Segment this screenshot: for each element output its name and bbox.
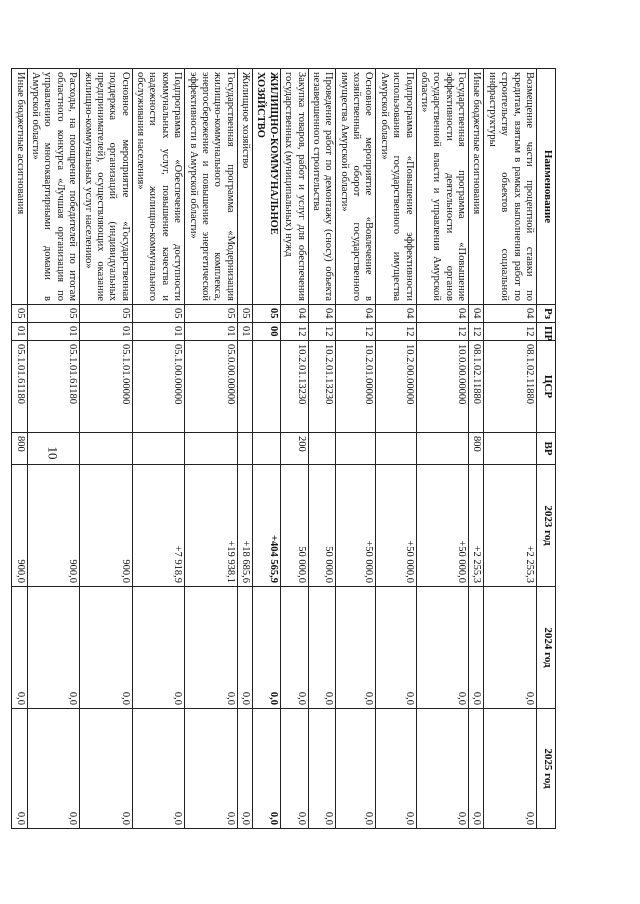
cell-2023: 900,0 <box>80 465 133 587</box>
cell-2025: 0,0 <box>237 709 252 829</box>
cell-rz: 05 <box>253 305 281 323</box>
cell-2023: +2 255,3 <box>484 465 537 587</box>
cell-2023: +50 000,0 <box>336 465 376 587</box>
cell-2025: 0,0 <box>12 709 27 829</box>
cell-2025: 0,0 <box>27 709 80 829</box>
cell-2024: 0,0 <box>80 587 133 709</box>
cell-2024: 0,0 <box>185 587 238 709</box>
cell-name: Подпрограмма «Повышение эффективности использования государственного имущества Амурской области» <box>376 69 416 305</box>
cell-2023: +7 918,9 <box>132 465 185 587</box>
table-row <box>132 69 185 829</box>
table-row <box>12 69 27 829</box>
cell-csr: 05.1.01.00000 <box>80 341 133 433</box>
cell-2025: 0,0 <box>308 709 336 829</box>
cell-name: Закупка товаров, работ и услуг для обеспечения государственных (муниципальных) нужд <box>280 69 308 305</box>
cell-2023: +404 565,9 <box>253 465 281 587</box>
cell-vr: 800 <box>12 433 27 465</box>
cell-2023: 900,0 <box>12 465 27 587</box>
cell-pr: 12 <box>484 323 537 341</box>
header-2024: 2024 год <box>537 587 556 709</box>
cell-csr: 08.1.02.11880 <box>469 341 484 433</box>
cell-2024: 0,0 <box>484 587 537 709</box>
cell-csr: 10.2.00.00000 <box>376 341 416 433</box>
cell-2025: 0,0 <box>336 709 376 829</box>
cell-2023: +18 685,6 <box>237 465 252 587</box>
table-row <box>308 69 336 829</box>
cell-name: Государственная программа «Модернизация жилищно-коммунального комплекса, энергосбережение и повышение энергетической эффективности в Амурской области» <box>185 69 238 305</box>
cell-csr <box>253 341 281 433</box>
cell-rz: 04 <box>308 305 336 323</box>
cell-name: Государственная программа «Повышение эффективности деятельности органов государственной власти и управления Амурской области» <box>416 69 469 305</box>
cell-pr: 01 <box>132 323 185 341</box>
header-pr: ПР <box>537 323 556 341</box>
cell-2024: 0,0 <box>308 587 336 709</box>
cell-2025: 0,0 <box>80 709 133 829</box>
cell-pr: 01 <box>80 323 133 341</box>
cell-pr: 01 <box>12 323 27 341</box>
cell-2024: 0,0 <box>416 587 469 709</box>
cell-2025: 0,0 <box>416 709 469 829</box>
cell-2025: 0,0 <box>469 709 484 829</box>
cell-vr <box>336 433 376 465</box>
cell-2023: 50 000,0 <box>308 465 336 587</box>
table-body <box>12 69 537 829</box>
cell-2023: +19 938,1 <box>185 465 238 587</box>
table-row <box>253 69 281 829</box>
cell-vr <box>80 433 133 465</box>
cell-pr: 01 <box>237 323 252 341</box>
cell-rz: 05 <box>132 305 185 323</box>
cell-name: Проведение работ по демонтажу (сносу) объекта незавершенного строительства <box>308 69 336 305</box>
header-2025: 2025 год <box>537 709 556 829</box>
cell-pr: 12 <box>416 323 469 341</box>
cell-csr: 05.0.00.00000 <box>185 341 238 433</box>
cell-2024: 0,0 <box>27 587 80 709</box>
cell-vr: 200 <box>280 433 308 465</box>
cell-2025: 0,0 <box>132 709 185 829</box>
cell-vr <box>416 433 469 465</box>
cell-csr: 10.0.00.00000 <box>416 341 469 433</box>
cell-2023: +50 000,0 <box>416 465 469 587</box>
cell-2024: 0,0 <box>469 587 484 709</box>
cell-vr <box>376 433 416 465</box>
cell-2025: 0,0 <box>280 709 308 829</box>
cell-pr: 12 <box>308 323 336 341</box>
header-rz: Рз <box>537 305 556 323</box>
cell-vr <box>27 433 80 465</box>
cell-pr: 01 <box>185 323 238 341</box>
table-row <box>416 69 469 829</box>
cell-rz: 04 <box>416 305 469 323</box>
cell-csr <box>237 341 252 433</box>
cell-vr <box>132 433 185 465</box>
cell-rz: 04 <box>469 305 484 323</box>
header-2023: 2023 год <box>537 465 556 587</box>
cell-name: ЖИЛИЩНО-КОММУНАЛЬНОЕ ХОЗЯЙСТВО <box>253 69 281 305</box>
cell-name: Подпрограмма «Обеспечение доступности коммунальных услуг, повышение качества и надежности жилищно-коммунального обслуживания населения» <box>132 69 185 305</box>
header-csr: ЦСР <box>537 341 556 433</box>
table-row <box>376 69 416 829</box>
cell-csr: 05.1.01.61180 <box>27 341 80 433</box>
header-vr: ВР <box>537 433 556 465</box>
cell-name: Расходы, на поощрение победителей по итогам областного конкурса «Лучшая организация по управлению многоквартирными домами в Амурской области» <box>27 69 80 305</box>
cell-rz: 04 <box>280 305 308 323</box>
cell-name: Жилищное хозяйство <box>237 69 252 305</box>
table-row <box>80 69 133 829</box>
cell-name: Возмещение части процентной ставки по кредитам, взятым в рамках выполнения работ по строительству объектов социальной инфраструктуры <box>484 69 537 305</box>
cell-rz: 05 <box>12 305 27 323</box>
cell-2025: 0,0 <box>253 709 281 829</box>
table-row <box>469 69 484 829</box>
cell-pr: 12 <box>376 323 416 341</box>
table-row <box>185 69 238 829</box>
cell-2024: 0,0 <box>253 587 281 709</box>
cell-vr <box>185 433 238 465</box>
cell-pr: 01 <box>27 323 80 341</box>
cell-vr <box>253 433 281 465</box>
cell-2025: 0,0 <box>376 709 416 829</box>
budget-table <box>11 68 556 829</box>
table-row <box>484 69 537 829</box>
cell-pr: 12 <box>469 323 484 341</box>
cell-2023: 900,0 <box>27 465 80 587</box>
cell-name: Иные бюджетные ассигнования <box>469 69 484 305</box>
cell-2023: +2 255,3 <box>469 465 484 587</box>
cell-csr: 10.2.01.00000 <box>336 341 376 433</box>
cell-2024: 0,0 <box>280 587 308 709</box>
cell-2025: 0,0 <box>484 709 537 829</box>
table-header-row <box>537 69 556 829</box>
cell-csr: 10.2.01.13230 <box>308 341 336 433</box>
cell-vr <box>308 433 336 465</box>
cell-name: Основное мероприятие «Государственная поддержка организаций (индивидуальных предпринимателей), осуществляющих оказание жилищно-коммунальных услуг населению» <box>80 69 133 305</box>
cell-name: Основное мероприятие «Вовлечение в хозяйственный оборот государственного имущества Амурской области» <box>336 69 376 305</box>
cell-2023: +50 000,0 <box>376 465 416 587</box>
cell-2024: 0,0 <box>12 587 27 709</box>
header-name: Наименование <box>537 69 556 305</box>
cell-2024: 0,0 <box>376 587 416 709</box>
page-number: 10 <box>45 446 61 460</box>
cell-2024: 0,0 <box>237 587 252 709</box>
cell-2024: 0,0 <box>132 587 185 709</box>
cell-name: Иные бюджетные ассигнования <box>12 69 27 305</box>
cell-rz: 05 <box>80 305 133 323</box>
table-row <box>237 69 252 829</box>
cell-vr <box>237 433 252 465</box>
cell-2024: 0,0 <box>336 587 376 709</box>
cell-2023: 50 000,0 <box>280 465 308 587</box>
cell-rz: 05 <box>185 305 238 323</box>
cell-pr: 12 <box>336 323 376 341</box>
cell-csr: 10.2.01.13230 <box>280 341 308 433</box>
cell-rz: 04 <box>376 305 416 323</box>
table-row <box>336 69 376 829</box>
cell-rz: 04 <box>336 305 376 323</box>
table-row <box>27 69 80 829</box>
cell-csr: 05.1.01.61180 <box>12 341 27 433</box>
cell-pr: 00 <box>253 323 281 341</box>
cell-csr: 05.1.00.00000 <box>132 341 185 433</box>
rotated-table-wrapper <box>14 68 556 828</box>
cell-vr: 800 <box>469 433 484 465</box>
table-row <box>280 69 308 829</box>
cell-pr: 12 <box>280 323 308 341</box>
cell-2025: 0,0 <box>185 709 238 829</box>
cell-csr: 08.1.02.11880 <box>484 341 537 433</box>
cell-rz: 05 <box>237 305 252 323</box>
cell-vr <box>484 433 537 465</box>
cell-rz: 05 <box>27 305 80 323</box>
cell-rz: 04 <box>484 305 537 323</box>
